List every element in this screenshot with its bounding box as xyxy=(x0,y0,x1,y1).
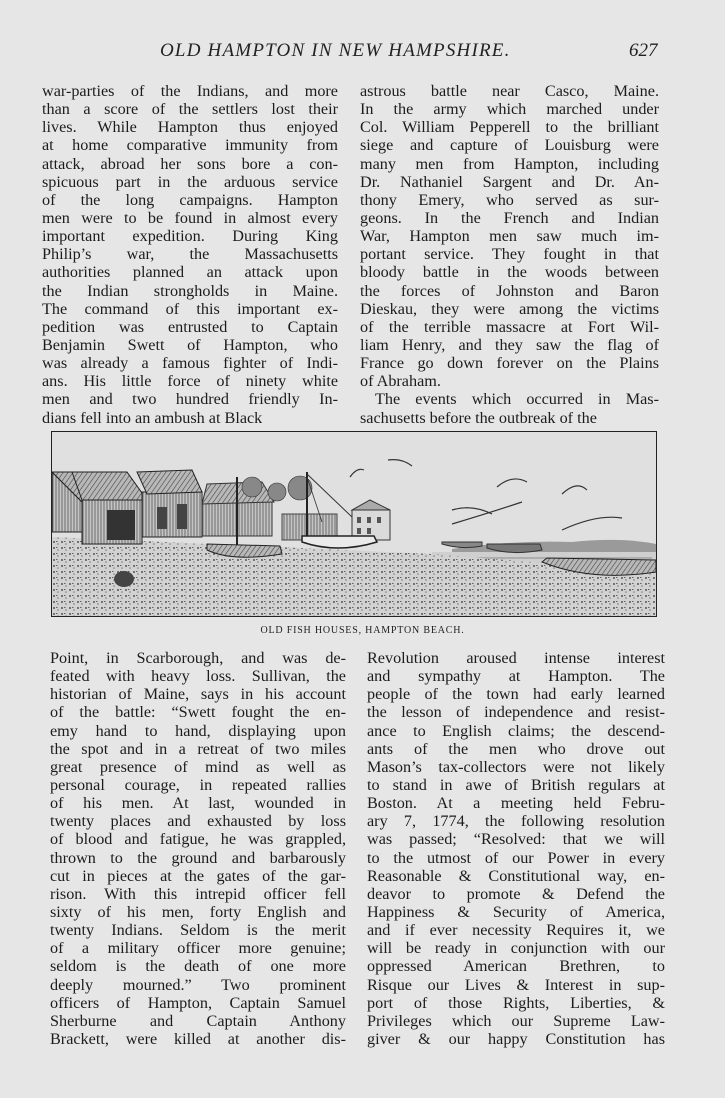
text-line: Dieskau, they were among the victims xyxy=(360,299,659,318)
text-line: Point, in Scarborough, and was de- xyxy=(50,649,346,667)
text-line: deeply mourned.” Two prominent xyxy=(50,975,346,994)
text-line: of the battle: “Swett fought the en- xyxy=(50,703,346,722)
text-line: feated with heavy loss. Sullivan, the xyxy=(50,667,346,686)
text-line: ary 7, 1774, the following resolution xyxy=(367,812,665,831)
text-line: was already a famous fighter of Indi- xyxy=(42,354,338,373)
text-line: The command of this important ex- xyxy=(42,299,338,318)
text-line: The events which occurred in Mas- xyxy=(375,390,659,409)
text-line: was passed; “Resolved: that we will xyxy=(367,830,665,849)
text-line: than a score of the settlers lost their xyxy=(42,100,338,119)
running-title: OLD HAMPTON IN NEW HAMPSHIRE. xyxy=(160,40,511,61)
column-bottom-right xyxy=(367,649,665,1048)
text-line: pedition was entrusted to Captain xyxy=(42,317,338,336)
text-line: Reasonable & Constitutional way, en- xyxy=(367,866,665,885)
page-number: 627 xyxy=(629,40,658,61)
text-line: to stand in awe of British regulars at xyxy=(367,775,665,794)
figure-caption: OLD FISH HOUSES, HAMPTON BEACH. xyxy=(260,625,465,636)
text-line: Philip’s war, the Massachusetts xyxy=(42,245,338,264)
text-line: portant service. They fought in that xyxy=(360,245,659,264)
text-line: Sherburne and Captain Anthony xyxy=(50,1011,346,1030)
text-line: twenty places and exhausted by loss xyxy=(50,812,346,831)
text-line: ance to English claims; the descend- xyxy=(367,721,665,740)
text-line: to the utmost of our Power in every xyxy=(367,848,665,867)
text-line: In the army which marched under xyxy=(360,100,659,119)
text-line: of a military officer more genuine; xyxy=(50,939,346,958)
engraving xyxy=(52,432,656,616)
text-line: oppressed American Brethren, to xyxy=(367,957,665,976)
text-line: Boston. At a meeting held Febru- xyxy=(367,794,665,813)
text-line: twenty Indians. Seldom is the merit xyxy=(50,921,346,940)
text-line: men were to be found in almost every xyxy=(42,208,338,227)
text-line: geons. In the French and Indian xyxy=(360,208,659,227)
text-line: war-parties of the Indians, and more xyxy=(42,82,338,100)
text-line: and if ever necessity Requires it, we xyxy=(367,921,665,940)
text-line: authorities planned an attack upon xyxy=(42,263,338,282)
text-line: bloody battle in the woods between xyxy=(360,263,659,282)
text-line: port of those Rights, Liberties, & xyxy=(367,993,665,1012)
text-line: siege and capture of Louisburg were xyxy=(360,136,659,155)
text-line: rison. With this intrepid officer fell xyxy=(50,884,346,903)
column-bottom-left xyxy=(50,649,346,1048)
text-line: and sympathy at Hampton. The xyxy=(367,667,665,686)
text-line: officers of Hampton, Captain Samuel xyxy=(50,993,346,1012)
text-line: people of the town had early learned xyxy=(367,685,665,704)
text-line: dians fell into an ambush at Black xyxy=(42,408,263,427)
text-line: great presence of mind as well as xyxy=(50,757,346,776)
text-line: Col. William Pepperell to the brilliant xyxy=(360,118,659,137)
text-line: War, Hampton men saw much im- xyxy=(360,227,659,246)
text-line: cut in pieces at the gates of the gar- xyxy=(50,866,346,885)
text-line: ants of the men who drove out xyxy=(367,739,665,758)
text-line: spicuous part in the arduous service xyxy=(42,172,338,191)
text-line: of the terrible massacre at Fort Wil- xyxy=(360,317,659,336)
text-line: ans. His little force of ninety white xyxy=(42,372,338,391)
text-line: Brackett, were killed at another dis- xyxy=(50,1029,346,1048)
text-line: thrown to the ground and barbarously xyxy=(50,848,346,867)
text-line: men and two hundred friendly In- xyxy=(42,390,338,409)
text-line: important expedition. During King xyxy=(42,227,338,246)
text-line: lives. While Hampton thus enjoyed xyxy=(42,118,338,137)
illustration-fish-houses xyxy=(51,431,657,617)
text-line: Revolution aroused intense interest xyxy=(367,649,665,667)
text-line: the Indian strongholds in Maine. xyxy=(42,281,338,300)
text-line: Benjamin Swett of Hampton, who xyxy=(42,335,338,354)
column-top-left xyxy=(42,82,338,427)
text-line: Mason’s tax-collectors were not likely xyxy=(367,757,665,776)
text-line: sixty of his men, forty English and xyxy=(50,902,346,921)
text-line: France go down forever on the Plains xyxy=(360,354,659,373)
text-line: attack, abroad her sons bore a con- xyxy=(42,154,338,173)
text-line: astrous battle near Casco, Maine. xyxy=(360,82,659,100)
text-line: will be ready in conjunction with our xyxy=(367,939,665,958)
text-line: historian of Maine, says in his account xyxy=(50,685,346,704)
text-line: of the long campaigns. Hampton xyxy=(42,190,338,209)
text-line: deavor to promote & Defend the xyxy=(367,884,665,903)
text-line: the lesson of independence and resist- xyxy=(367,703,665,722)
text-line: the forces of Johnston and Baron xyxy=(360,281,659,300)
text-line: emy hand to hand, displaying upon xyxy=(50,721,346,740)
text-line: Privileges which our Supreme Law- xyxy=(367,1011,665,1030)
text-line: Happiness & Security of America, xyxy=(367,902,665,921)
text-line: the spot and in a retreat of two miles xyxy=(50,739,346,758)
text-line: many men from Hampton, including xyxy=(360,154,659,173)
column-top-right xyxy=(360,82,659,427)
text-line: Dr. Nathaniel Sargent and Dr. An- xyxy=(360,172,659,191)
text-line: of his men. At last, wounded in xyxy=(50,794,346,813)
text-line: at home comparative immunity from xyxy=(42,136,338,155)
text-line: of Abraham. xyxy=(360,372,441,391)
text-line: liam Henry, and they saw the flag of xyxy=(360,335,659,354)
text-line: sachusetts before the outbreak of the xyxy=(360,408,597,427)
text-line: Risque our Lives & Interest in sup- xyxy=(367,975,665,994)
running-head xyxy=(0,40,725,70)
rock xyxy=(114,571,134,587)
text-line: of blood and fatigue, he was grappled, xyxy=(50,830,346,849)
text-line: giver & our happy Constitution has xyxy=(367,1029,665,1048)
text-line: thony Emery, who served as sur- xyxy=(360,190,659,209)
text-line: seldom is the death of one more xyxy=(50,957,346,976)
text-line: personal courage, in repeated rallies xyxy=(50,775,346,794)
